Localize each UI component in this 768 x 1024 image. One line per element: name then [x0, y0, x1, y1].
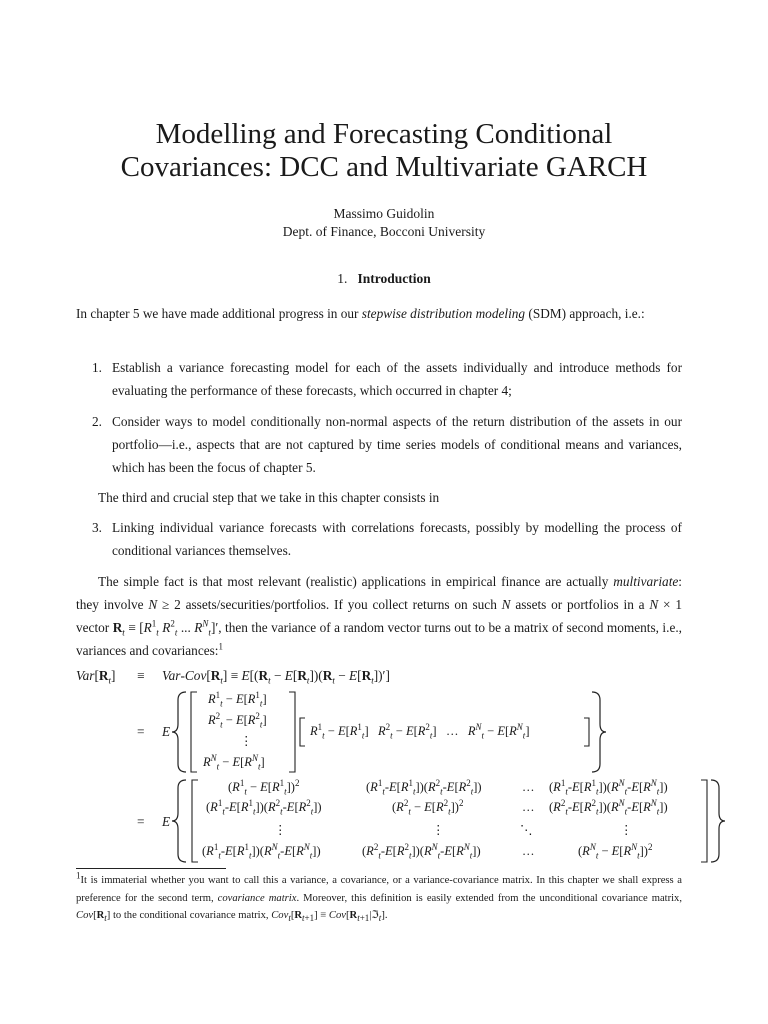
- expectation-symbol-2: E: [162, 814, 171, 829]
- author-affiliation: Dept. of Finance, Bocconi University: [282, 224, 486, 239]
- p2-text-e: vector: [76, 620, 113, 635]
- equation-rhs-1: Var-$Cov[R_t] \equiv E[(R_t - E[R_t])(R_t - E[R_t])']$: [162, 668, 390, 686]
- matrix-cell: …: [522, 800, 535, 814]
- intro-text-a: In chapter 5 we have made additional progress in our: [76, 306, 362, 321]
- list-item-number: 1.: [92, 360, 102, 375]
- matrix-cell: $(R^1_t-E[R^1_t])(R^2_t-E[R^2_t])$: [206, 797, 322, 817]
- right-brace-icon: [590, 690, 610, 774]
- matrix-dots: ⋮: [274, 823, 287, 837]
- matrix-cell: $(R^1_t-E[R^1_t])(R^N_t-E[R^N_t])$: [549, 777, 668, 797]
- list-item-number: 2.: [92, 414, 102, 429]
- footnote-text-b: . Moreover, this definition is easily extended from the unconditional covariance matrix,: [296, 892, 683, 904]
- footnote: $^1$It is immaterial whether you want to call this a variance, a covariance, or a variance-covariance matrix. In this chapter we shall express a preference for the second term, covariance matrix. Moreover, this definition is easily extended from the unconditional covariance matrix, $Cov[R_t]$ to the conditional covariance matrix, $Cov_t[R_{t+1}]$ ≡ $Cov[R_{t+1}|ℑ_t]$.: [76, 870, 683, 924]
- footnote-mark: 1: [218, 641, 223, 652]
- list-item-number: 3.: [92, 520, 102, 535]
- section-number: 1.: [337, 271, 348, 286]
- p2-text-b: : they involve: [76, 574, 682, 612]
- expectation-symbol: E: [162, 724, 171, 739]
- intro-paragraph: [76, 302, 682, 325]
- right-brace-icon-2: [709, 778, 729, 864]
- section-heading: [40, 271, 728, 287]
- matrix-cell: $(R^1_t - E[R^1_t])^2$: [228, 777, 300, 797]
- equiv-symbol: ≡: [137, 668, 145, 683]
- footnote-rule: [76, 868, 226, 869]
- matrix-cell: $(R^2_t - E[R^2_t])^2$: [392, 797, 464, 817]
- left-brace-icon-2: [172, 778, 192, 864]
- footnote-italic: covariance matrix: [217, 892, 297, 904]
- list-item: [92, 516, 682, 562]
- list-item-text: Establish a variance forecasting model for each of the assets individually and introduce methods for evaluating the performance of these forecasts, which occurred in chapter 4;: [112, 360, 682, 398]
- list-item: [92, 356, 682, 402]
- footnote-text-c: to the conditional covariance matrix,: [110, 910, 272, 921]
- vector-dots: ⋮: [240, 734, 253, 748]
- intro-text-b: (SDM) approach, i.e.:: [525, 306, 645, 321]
- title-line-1: Modelling and Forecasting Conditional: [155, 118, 613, 150]
- paper-title: [40, 118, 728, 184]
- left-brace-icon: [172, 690, 192, 774]
- vector-row-n: $R^N_t - E[R^N_t]$: [203, 752, 265, 772]
- list-item: [92, 410, 682, 479]
- matrix-dots: ⋮: [620, 823, 633, 837]
- matrix-dots: ⋮: [432, 823, 445, 837]
- intro-text-italic: stepwise distribution modeling: [361, 306, 526, 321]
- matrix-cell: $(R^N_t - E[R^N_t])^2$: [578, 841, 653, 861]
- author-name: Massimo Guidolin: [333, 206, 435, 221]
- third-step-sentence: The third and crucial step that we take in this chapter consists in: [98, 490, 440, 505]
- matrix-ddots: ⋱: [520, 823, 533, 837]
- vector-row-1: $R^1_t - E[R^1_t]$: [208, 689, 267, 709]
- p2-text-d: assets or portfolios in a: [510, 597, 650, 612]
- title-line-2: Covariances: DCC and Multivariate GARCH: [120, 151, 648, 183]
- row-vector: $R^1_t - E[R^1_t] R^2_t - E[R^2_t]$ … $R^N_t - E[R^N_t]$: [310, 721, 530, 741]
- footnote-number: 1: [76, 870, 81, 881]
- matrix-cell: …: [522, 844, 535, 858]
- section-title: Introduction: [357, 271, 431, 286]
- vector-row-2: $R^2_t - E[R^2_t]$: [208, 710, 267, 730]
- list-item-text: Linking individual variance forecasts with correlations forecasts, possibly by modelling the process of conditional variances themselves.: [112, 520, 682, 558]
- footnote-text-a: It is immaterial whether you want to call this a variance, a covariance, or a variance-covariance matrix. In this chapter we shall express a preference for the second term,: [76, 875, 682, 904]
- equals-symbol-2: =: [137, 814, 145, 829]
- matrix-cell: $(R^2_t-E[R^2_t])(R^N_t-E[R^N_t])$: [362, 841, 481, 861]
- matrix-cell: $(R^1_t-E[R^1_t])(R^2_t-E[R^2_t])$: [366, 777, 482, 797]
- list-item-text: Consider ways to model conditionally non-normal aspects of the return distribution of the assets in our portfolio—i.e., aspects that are not captured by time series models of conditional means and variances, which has been the focus of chapter 5.: [112, 414, 682, 475]
- equals-symbol: =: [137, 724, 145, 739]
- matrix-cell: $(R^1_t-E[R^1_t])(R^N_t-E[R^N_t])$: [202, 841, 321, 861]
- p2-text-f: , then the variance of a random vector turns out to be a matrix of second moments, i.e., variances and covariances:: [76, 620, 683, 658]
- p2-italic: multivariate: [613, 574, 679, 589]
- p2-text-c: assets/securities/portfolios. If you collect returns on such: [180, 597, 502, 612]
- equation-line-1: $Var[R_t]$: [76, 668, 116, 686]
- multivariate-paragraph: The simple fact is that most relevant (realistic) applications in empirical finance are actually multivariate: they involve N ≥ 2 assets/securities/portfolios. If you collect returns on such N assets or portfolios in a N × 1 vector $R_t \equiv [R^1_t$ $R^2_t$ ... $R^N_t]'$, then the variance of a random vector turns out to be a matrix of second moments, i.e., variances and covariances:$^1$: [76, 574, 683, 658]
- matrix-cell: $(R^2_t-E[R^2_t])(R^N_t-E[R^N_t])$: [549, 797, 668, 817]
- p2-text-a: The simple fact is that most relevant (realistic) applications in empirical finance are actually: [98, 574, 614, 589]
- matrix-cell: …: [522, 780, 535, 794]
